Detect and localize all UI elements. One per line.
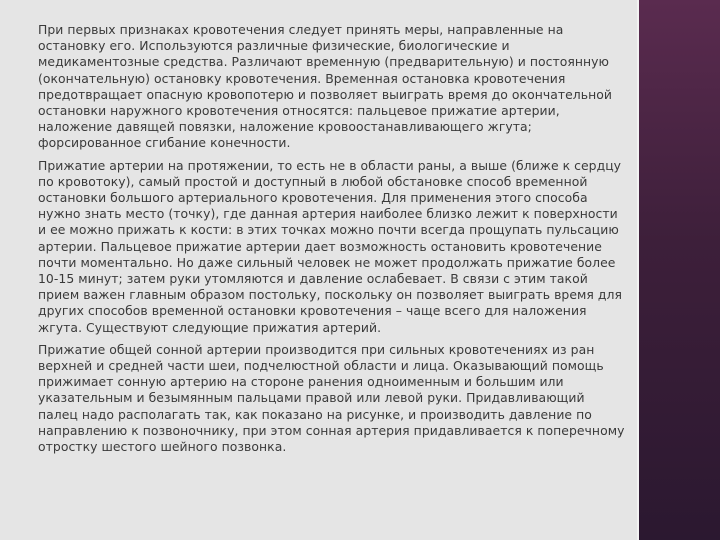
paragraph-carotid-compression: Прижатие общей сонной артерии производится при сильных кровотечениях из ран верхней и средней части шеи, подчелюстной области и лица. Оказывающий помощь прижимает сонную артерию на стороне ранения одноименным и большим или указательным и безымянным пальцами правой или левой руки. Придавливающий палец надо располагать так, как показано на рисунке, и производить давление по направлению к позвоночнику, при этом сонная артерия придавливается к поперечному отростку шестого шейного позвонка. (38, 341, 625, 455)
slide-body-text (38, 22, 628, 461)
paragraph-artery-compression: Прижатие артерии на протяжении, то есть не в области раны, а выше (ближе к сердцу по кровотоку), самый простой и доступный в любой обстановке способ временной остановки большого артериального кровотечения. Для применения этого способа нужно знать место (точку), где данная артерия наиболее близко лежит к поверхности и ее можно прижать к кости: в этих точках можно почти всегда прощупать пульсацию артерии. Пальцевое прижатие артерии дает возможность остановить кровотечение почти моментально. Но даже сильный человек не может продолжать прижатие более 10-15 минут; затем руки утомляются и давление ослабевает. В связи с этим такой прием важен главным образом постольку, поскольку он позволяет выиграть время для других способов временной остановки кровотечения – чаще всего для наложения жгута. Существуют следующие прижатия артерий. (38, 157, 622, 335)
decorative-side-bar (639, 0, 720, 540)
paragraph-bleeding-first-signs: При первых признаках кровотечения следует принять меры, направленные на остановку его. Используются различные физические, биологические и медикаментозные средства. Различают временную (предварительную) и постоянную (окончательную) остановку кровотечения. Временная остановка кровотечения предотвращает опасную кровопотерю и позволяет выиграть время до окончательной остановки наружного кровотечения относятся: пальцевое прижатие артерии, наложение давящей повязки, наложение кровоостанавливающего жгута; форсированное сгибание конечности. (38, 22, 613, 151)
